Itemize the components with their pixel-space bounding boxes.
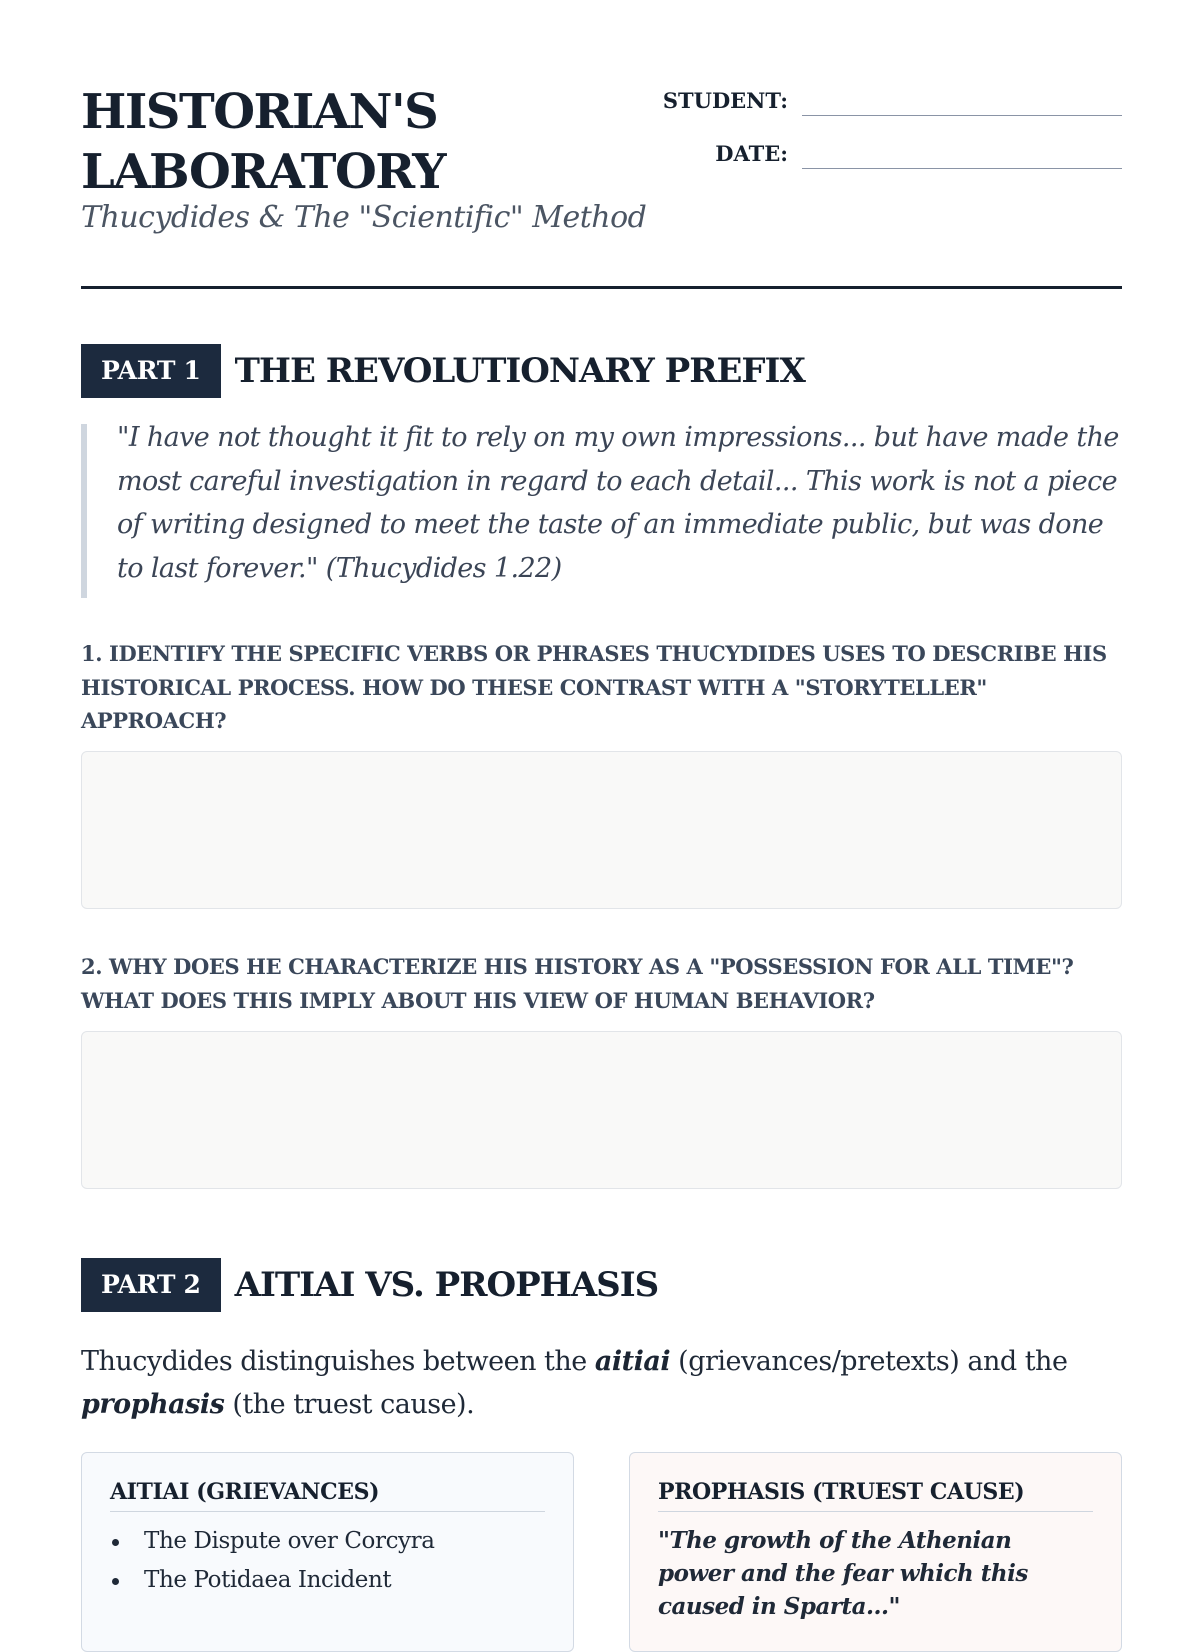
- intro-after: (the truest cause).: [224, 1389, 475, 1420]
- part2-badge: PART 2: [81, 1258, 221, 1312]
- page-title: [81, 82, 445, 202]
- title-line-2: LABORATORY: [81, 144, 445, 200]
- question-1: 1. IDENTIFY THE SPECIFIC VERBS OR PHRASES THUCYDIDES USES TO DESCRIBE HIS HISTORICAL PROCESS. HOW DO THESE CONTRAST WITH A "STORYTELLER" APPROACH?: [81, 641, 1107, 733]
- header-divider: [81, 286, 1122, 289]
- prophasis-card-title: PROPHASIS (TRUEST CAUSE): [658, 1479, 1093, 1512]
- part2-title: AITIAI VS. PROPHASIS: [234, 1265, 659, 1305]
- aitiai-list: [110, 1522, 545, 1600]
- list-item: The Potidaea Incident: [110, 1561, 545, 1600]
- aitiai-card: [81, 1452, 574, 1652]
- quote-text: "I have not thought it fit to rely on my own impressions... but have made the most careful investigation in regard to each detail... This work is not a piece of writing designed to meet the taste of an immediate public, but was done to last forever." (Thucydides 1.22): [117, 422, 1119, 584]
- student-field-row: [620, 86, 1122, 116]
- prophasis-card: [629, 1452, 1122, 1652]
- thucydides-quote: [81, 424, 1122, 598]
- prophasis-quote: "The growth of the Athenian power and the fear which this caused in Sparta...": [658, 1527, 1028, 1620]
- date-field-row: [620, 139, 1122, 169]
- part1-badge: PART 1: [81, 344, 221, 398]
- part2-heading: [81, 1258, 658, 1312]
- student-label: STUDENT:: [662, 88, 788, 113]
- part1-title: THE REVOLUTIONARY PREFIX: [234, 351, 805, 391]
- answer-box-2[interactable]: [81, 1031, 1122, 1189]
- date-input-line[interactable]: [802, 168, 1122, 169]
- term-aitiai: aitiai: [594, 1346, 671, 1377]
- aitiai-card-title: AITIAI (GRIEVANCES): [110, 1479, 545, 1512]
- answer-box-1[interactable]: [81, 751, 1122, 909]
- term-prophasis: prophasis: [81, 1389, 225, 1420]
- question-2: 2. WHY DOES HE CHARACTERIZE HIS HISTORY AS A "POSSESSION FOR ALL TIME"? WHAT DOES THIS IMPLY ABOUT HIS VIEW OF HUMAN BEHAVIOR?: [81, 954, 1074, 1013]
- list-item: The Dispute over Corcyra: [110, 1522, 545, 1561]
- page-subtitle: Thucydides & The "Scientific" Method: [81, 200, 647, 235]
- intro-middle: (grievances/pretexts) and the: [670, 1346, 1068, 1377]
- part1-heading: [81, 344, 805, 398]
- date-label: DATE:: [715, 141, 788, 166]
- title-line-1: HISTORIAN'S: [81, 84, 438, 140]
- intro-before: Thucydides distinguishes between the: [81, 1346, 595, 1377]
- part2-intro: [81, 1340, 1122, 1426]
- student-input-line[interactable]: [802, 115, 1122, 116]
